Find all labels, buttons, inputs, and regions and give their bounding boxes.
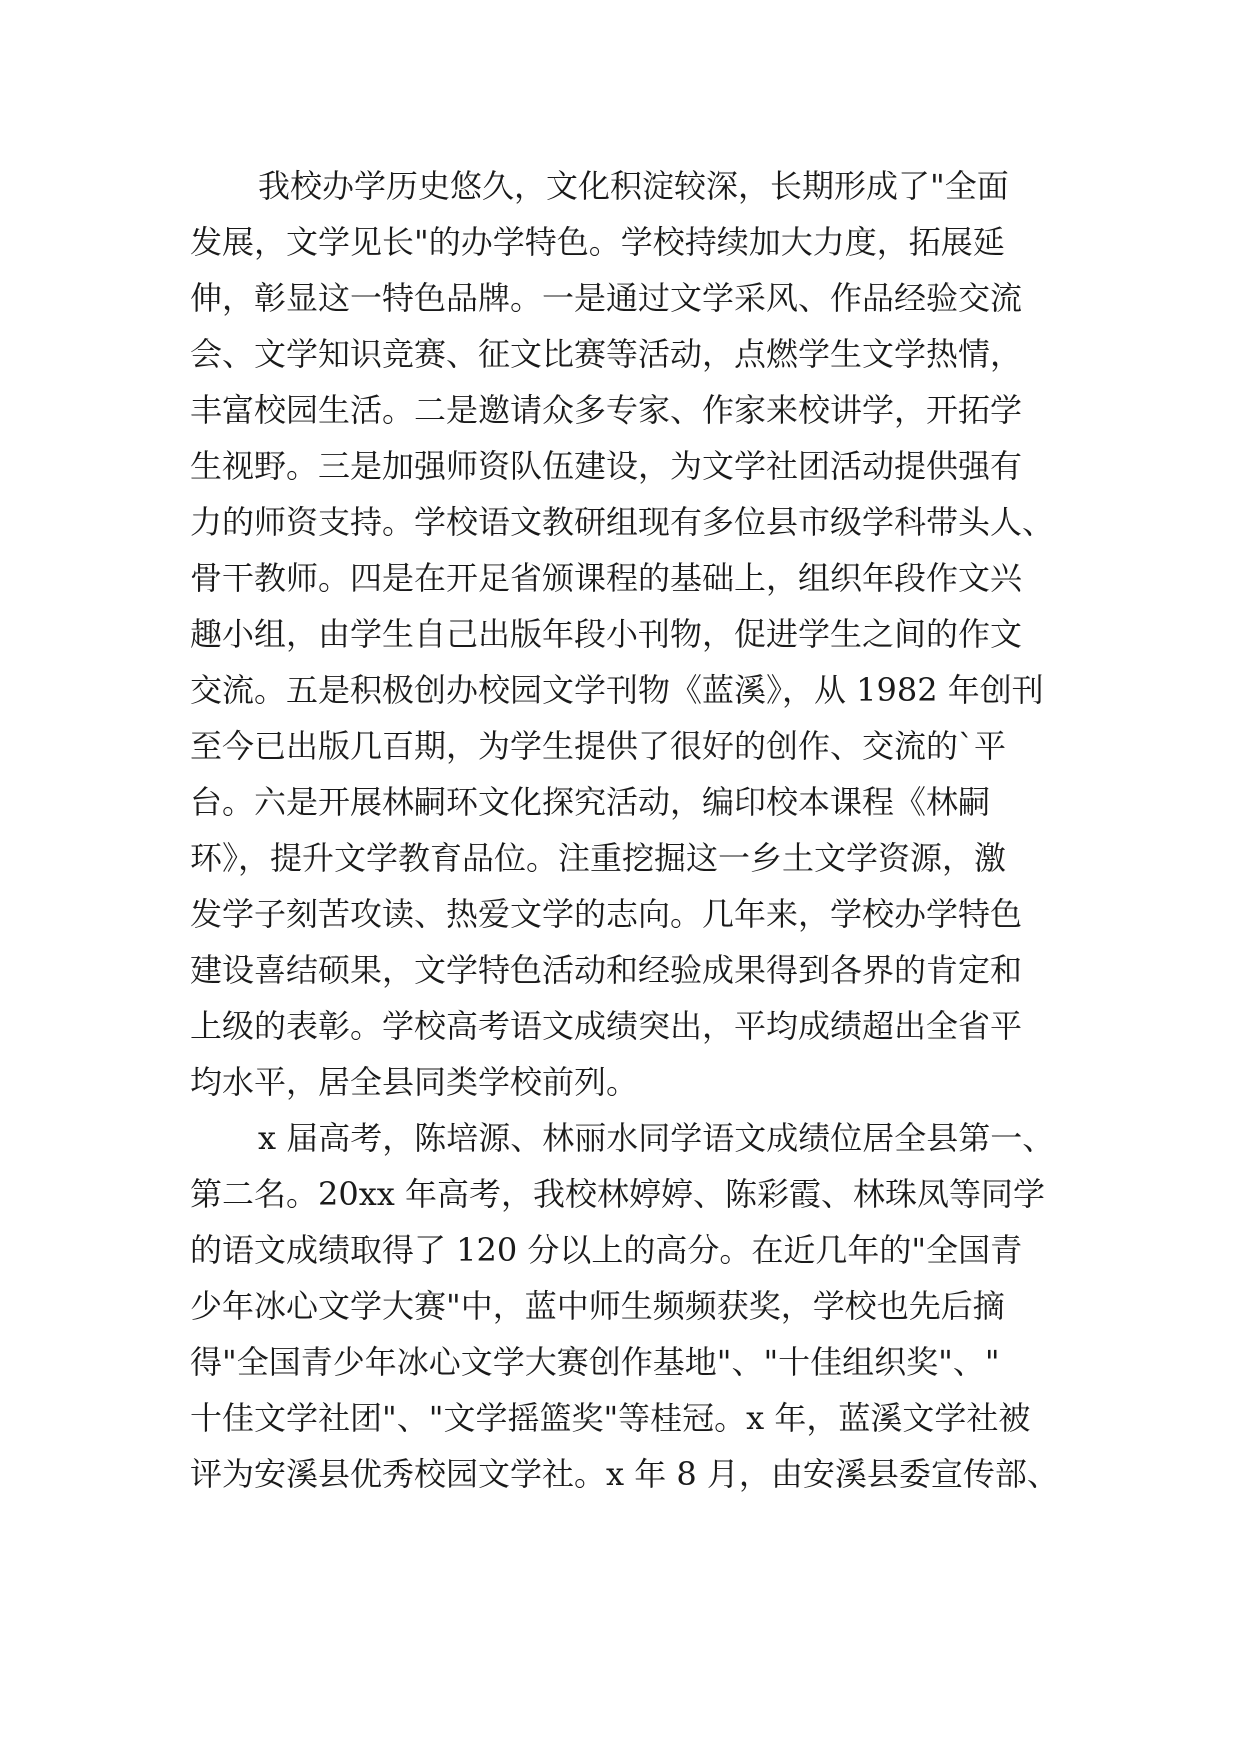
paragraph-line: 环》，提升文学教育品位。注重挖掘这一乡土文学资源，激 [190,839,1007,877]
paragraph-line: 少年冰心文学大赛"中，蓝中师生频频获奖，学校也先后摘 [190,1287,1005,1325]
paragraph-1 [190,158,1060,1110]
paragraph-line: 发学子刻苦攻读、热爱文学的志向。几年来，学校办学特色 [190,895,1023,933]
paragraph-line: 生视野。三是加强师资队伍建设，为文学社团活动提供强有 [190,447,1023,485]
paragraph-line: 十佳文学社团"、"文学摇篮奖"等桂冠。x 年，蓝溪文学社被 [190,1399,1031,1437]
paragraph-line: 台。六是开展林嗣环文化探究活动，编印校本课程《林嗣 [190,783,991,821]
paragraph-line: 第二名。20xx 年高考，我校林婷婷、陈彩霞、林珠凤等同学 [190,1175,1045,1213]
paragraph-line: 会、文学知识竞赛、征文比赛等活动，点燃学生文学热情， [190,335,1023,373]
paragraph-line: 交流。五是积极创办校园文学刊物《蓝溪》，从 1982 年创刊 [190,671,1044,709]
paragraph-line: 均水平，居全县同类学校前列。 [190,1063,639,1101]
document-body [190,158,1060,1502]
paragraph-line: 我校办学历史悠久，文化积淀较深，长期形成了"全面 [258,167,1009,205]
paragraph-line: 建设喜结硕果，文学特色活动和经验成果得到各界的肯定和 [190,951,1023,989]
paragraph-line: 发展，文学见长"的办学特色。学校持续加大力度，拓展延 [190,223,1005,261]
paragraph-line: 至今已出版几百期，为学生提供了很好的创作、交流的`平 [190,727,1007,765]
paragraph-line: 评为安溪县优秀校园文学社。x 年 8 月，由安溪县委宣传部、 [190,1455,1059,1493]
paragraph-line: x 届高考，陈培源、林丽水同学语文成绩位居全县第一、 [258,1119,1055,1157]
paragraph-line: 的语文成绩取得了 120 分以上的高分。在近几年的"全国青 [190,1231,1023,1269]
paragraph-2 [190,1110,1060,1502]
paragraph-line: 上级的表彰。学校高考语文成绩突出，平均成绩超出全省平 [190,1007,1023,1045]
paragraph-line: 趣小组，由学生自己出版年段小刊物，促进学生之间的作文 [190,615,1023,653]
paragraph-line: 得"全国青少年冰心文学大赛创作基地"、"十佳组织奖"、" [190,1343,1000,1381]
paragraph-line: 丰富校园生活。二是邀请众多专家、作家来校讲学，开拓学 [190,391,1023,429]
paragraph-line: 伸，彰显这一特色品牌。一是通过文学采风、作品经验交流 [190,279,1023,317]
paragraph-line: 骨干教师。四是在开足省颁课程的基础上，组织年段作文兴 [190,559,1023,597]
paragraph-line: 力的师资支持。学校语文教研组现有多位县市级学科带头人、 [190,503,1055,541]
